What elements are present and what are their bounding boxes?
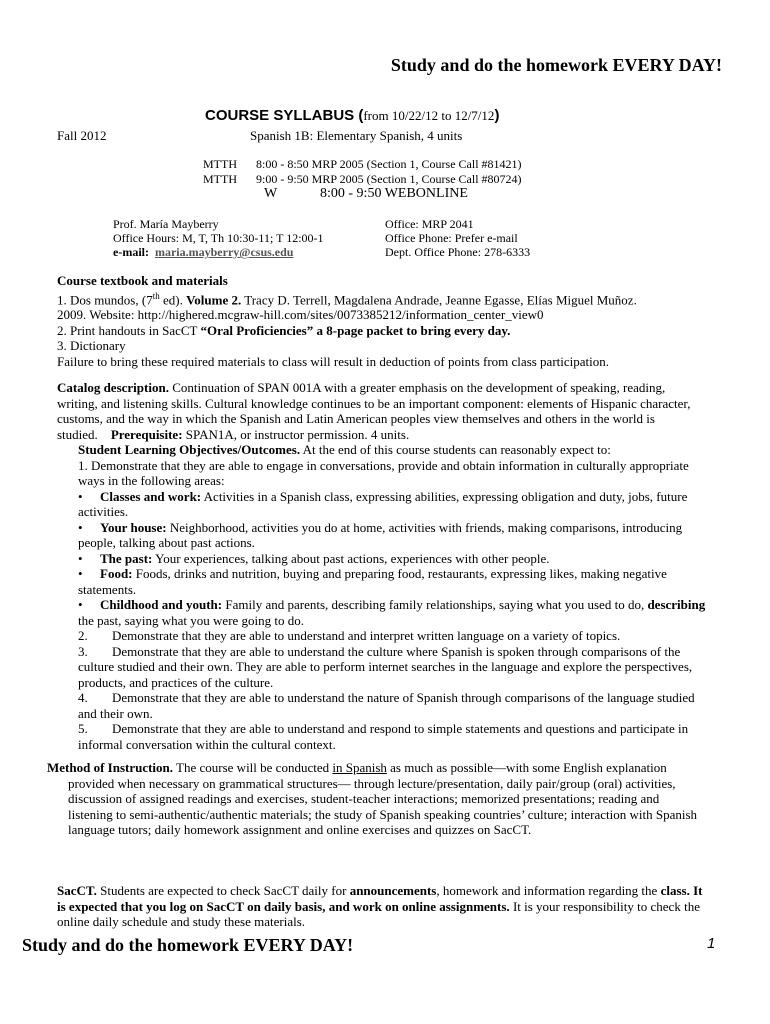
- item-text: Demonstrate that they are able to understand the culture where Spanish is spoken through comparisons of the culture studied and their own. They are able to perform internet searches in the language and explore the perspectives, products, and practices of the culture.: [78, 643, 693, 690]
- item-text: Demonstrate that they are able to understand the nature of Spanish through comparisons of the language studied and their own.: [78, 690, 695, 721]
- item-number: 4.: [78, 690, 88, 705]
- page-number: 1: [707, 935, 716, 952]
- textbook-line-1: [57, 289, 717, 308]
- item-text: Demonstrate that they are able to understand and respond to simple statements and questions and participate in informal conversation within the cultural context.: [78, 721, 689, 752]
- item-text: Demonstrate that they are able to understand and interpret written language on a variety of topics.: [112, 628, 621, 643]
- handouts-bold: “Oral Proficiencies” a 8-page packet to bring every day.: [200, 322, 511, 338]
- slo-section: [78, 442, 710, 752]
- dept-phone: Dept. Office Phone: 278-6333: [385, 245, 531, 259]
- bullet-text: Activities in a Spanish class, expressing abilities, expressing obligation and duty, jobs, future activities.: [78, 488, 688, 519]
- handouts-text: 2. Print handouts in SacCT: [57, 322, 201, 338]
- schedule-info-3: 8:00 - 9:50 WEBONLINE: [320, 186, 468, 201]
- method-underline: in Spanish: [332, 760, 387, 775]
- course-name: Spanish 1B: Elementary Spanish, 4 units: [250, 128, 463, 143]
- term: Fall 2012: [57, 128, 107, 143]
- slo-bullet: [78, 597, 710, 628]
- schedule-day-2: MTTH: [203, 172, 237, 186]
- slo-numbered-item: [78, 721, 710, 752]
- bullet-text-2: the past, saying what you were going to do.: [78, 612, 305, 628]
- office-location: Office: MRP 2041: [385, 217, 474, 231]
- catalog-text: Continuation of SPAN 001A with a greater emphasis on the development of speaking, reading, writing, and listening skills. Cultural knowledge continues to be an important component: elements of Hispanic character, customs, and the way in which the Spanish and Latin American peoples view themselves and others in the world is studied.: [57, 380, 691, 442]
- slo-numbered-item: [78, 628, 710, 644]
- office-hours: Office Hours: M, T, Th 10:30-11; T 12:00-1: [113, 231, 324, 245]
- textbook-title: 1. Dos mundos, (7: [57, 291, 153, 307]
- schedule-day-3: W: [264, 186, 278, 201]
- professor-name: Prof. María Mayberry: [113, 217, 219, 231]
- slo-intro-text: At the end of this course students can reasonably expect to:: [300, 442, 611, 457]
- bullet-label: Your house:: [100, 519, 167, 535]
- slo-bullet: [78, 520, 710, 551]
- slo-objective-1: 1. Demonstrate that they are able to engage in conversations, provide and obtain information in culturally appropriate ways in the following areas:: [78, 457, 689, 488]
- catalog-section: [57, 380, 697, 442]
- method-heading: Method of Instruction.: [47, 760, 174, 775]
- edition-text: ed).: [159, 291, 187, 307]
- schedule-info-1: 8:00 - 8:50 MRP 2005 (Section 1, Course Call #81421): [256, 157, 522, 171]
- syllabus-title-close: ): [494, 107, 500, 124]
- method-text-2: as much as possible—with some English explanation provided when necessary on grammatical structures— through lecture/presentation, daily pair/group (oral) activities, discussion of assigned readings and exercises, student-teacher interactions; memorized presentations; reading and listening to semi-authentic/authentic materials; the study of Spanish speaking countries’ culture; interaction with Spanish language tutors; daily homework assignment and online exercises and quizzes on SacCT.: [68, 760, 698, 837]
- email-link[interactable]: maria.mayberry@csus.edu: [154, 245, 294, 259]
- slo-numbered-item: [78, 644, 710, 691]
- bullet-icon: •: [78, 550, 83, 566]
- bullet-label: Food:: [100, 566, 133, 581]
- bullet-icon: •: [78, 566, 83, 581]
- volume-label: Volume 2.: [186, 291, 242, 307]
- bullet-label: Classes and work:: [100, 488, 202, 504]
- catalog-heading: Catalog description.: [57, 380, 169, 395]
- item-number: 2.: [78, 628, 88, 643]
- bullet-label: Childhood and youth:: [100, 597, 223, 612]
- method-text: [47, 760, 707, 838]
- schedule-day-1: MTTH: [203, 157, 237, 171]
- syllabus-title-text: COURSE SYLLABUS (: [205, 107, 364, 124]
- office-phone: Office Phone: Prefer e-mail: [385, 231, 518, 245]
- textbook-website: 2009. Website: http://highered.mcgraw-hill.com/sites/0073385212/information_center_view0: [57, 307, 544, 323]
- page-header-top: Study and do the homework EVERY DAY!: [390, 55, 722, 75]
- textbook-section: [57, 273, 717, 369]
- item-number: 3.: [78, 643, 88, 659]
- bullet-bold: describing: [647, 597, 706, 612]
- bullet-icon: •: [78, 519, 83, 535]
- sacct-text-3: It is your responsibility to check the online daily schedule and study these materials.: [57, 898, 700, 929]
- textbook-heading: Course textbook and materials: [57, 273, 228, 288]
- sacct-text-2: , homework and information regarding the: [436, 883, 661, 898]
- textbook-warning: Failure to bring these required materials to class will result in deduction of points from class participation.: [57, 353, 610, 369]
- bullet-text: Foods, drinks and nutrition, buying and preparing food, restaurants, expressing likes, making negative statements.: [78, 566, 667, 597]
- textbook-line-3: 3. Dictionary: [57, 338, 126, 354]
- page-header-bottom: Study and do the homework EVERY DAY!: [22, 935, 354, 955]
- slo-bullet: [78, 489, 710, 520]
- slo-bullet: [78, 551, 710, 567]
- textbook-line-2: [57, 323, 717, 339]
- sacct-section: [57, 883, 707, 930]
- schedule-info-2: 9:00 - 9:50 MRP 2005 (Section 1, Course Call #80724): [256, 172, 522, 186]
- slo-numbered-item: [78, 690, 710, 721]
- email-label: e-mail:: [113, 245, 149, 259]
- sacct-heading: SacCT.: [57, 883, 97, 898]
- slo-heading: Student Learning Objectives/Outcomes.: [78, 442, 301, 457]
- prereq-label: Prerequisite:: [110, 426, 183, 442]
- prereq-text: SPAN1A, or instructor permission. 4 units.: [182, 426, 410, 442]
- email-line: [113, 245, 293, 260]
- method-text-1: The course will be conducted: [173, 760, 333, 775]
- bullet-text: Family and parents, describing family relationships, saying what you used to do,: [222, 597, 648, 612]
- edition-sup: th: [152, 290, 160, 301]
- sacct-text-1: Students are expected to check SacCT daily for: [96, 883, 350, 898]
- bullet-icon: •: [78, 488, 83, 504]
- sacct-bold-1: announcements: [349, 883, 437, 898]
- slo-bullet: [78, 566, 710, 597]
- bullet-label: The past:: [100, 550, 153, 566]
- bullet-text: Neighborhood, activities you do at home, activities with friends, making comparisons, introducing people, talking about past actions.: [78, 519, 683, 550]
- syllabus-title: [205, 107, 499, 124]
- textbook-authors: Tracy D. Terrell, Magdalena Andrade, Jeanne Egasse, Elías Miguel Muñoz.: [241, 291, 637, 307]
- syllabus-dates: from 10/22/12 to 12/7/12: [363, 108, 495, 123]
- bullet-text: Your experiences, talking about past actions, experiences with other people.: [152, 550, 550, 566]
- item-number: 5.: [78, 721, 88, 736]
- slo-intro: [78, 442, 710, 458]
- method-section: [47, 760, 707, 838]
- sacct-bold-2: class. It is expected that you log on SacCT on daily basis, and work on online assignments.: [57, 883, 703, 914]
- bullet-icon: •: [78, 597, 83, 612]
